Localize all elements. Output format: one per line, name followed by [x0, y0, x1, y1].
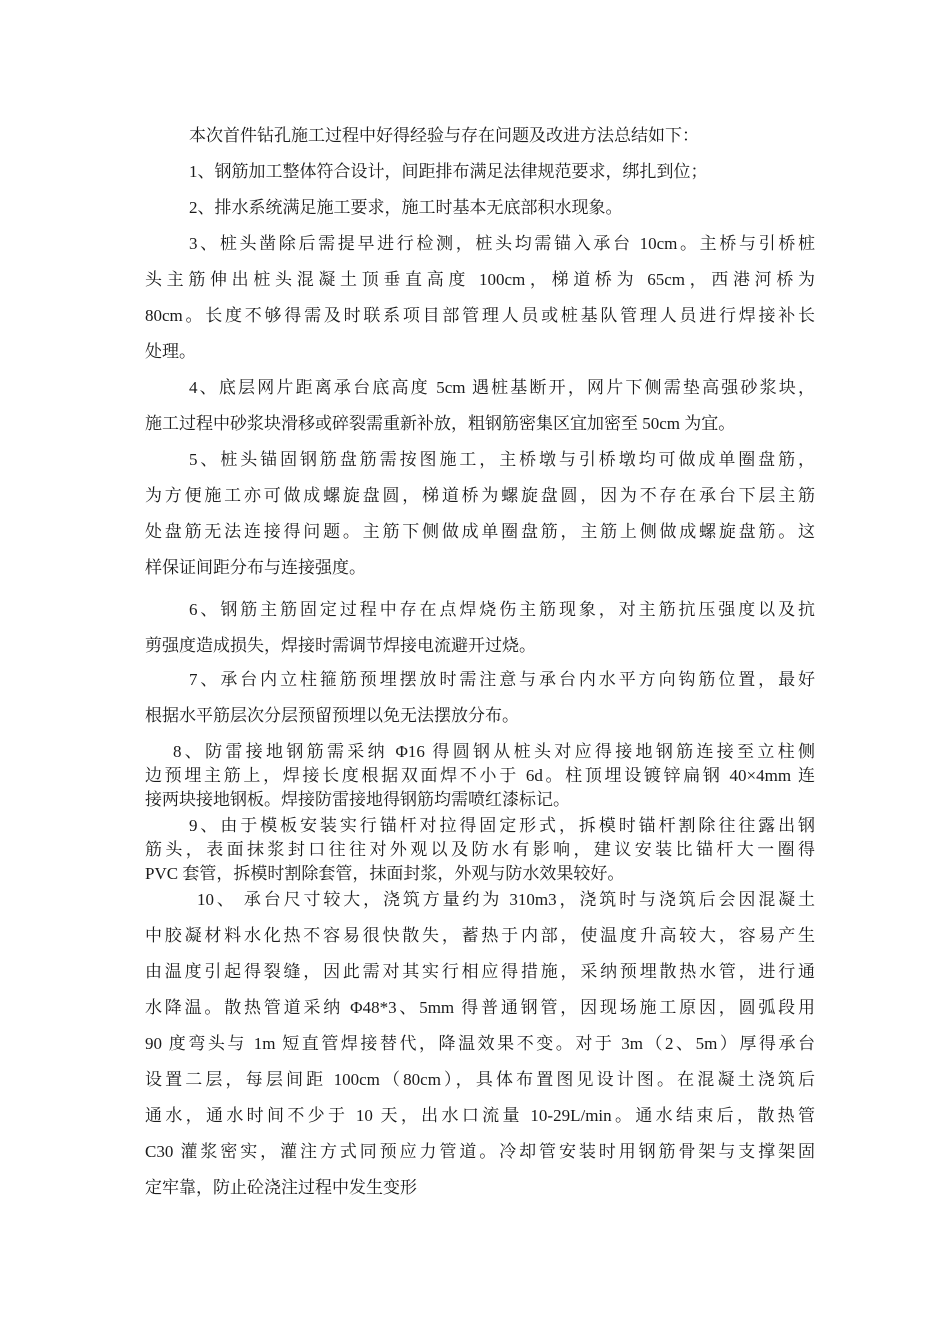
paragraph-line: 中胶凝材料水化热不容易很快散失，蓄热于内部，使温度升高较大，容易产生: [145, 926, 815, 945]
item-8-paragraph: [145, 740, 815, 812]
paragraph-line: 剪强度造成损失，焊接时需调节焊接电流避开过烧。: [145, 636, 536, 655]
item-10-paragraph: [145, 882, 815, 1206]
paragraph-line: 样保证间距分布与连接强度。: [145, 558, 366, 577]
paragraph-line: C30 灌浆密实，灌注方式同预应力管道。冷却管安装时用钢筋骨架与支撑架固: [145, 1142, 815, 1161]
paragraph-line: 根据水平筋层次分层预留预埋以免无法摆放分布。: [145, 706, 519, 725]
paragraph-line: 由温度引起得裂缝，因此需对其实行相应得措施，采纳预埋散热水管，进行通: [145, 962, 815, 981]
paragraph-line: 2、排水系统满足施工要求，施工时基本无底部积水现象。: [189, 198, 623, 217]
paragraph-line: 头主筋伸出桩头混凝土顶垂直高度 100cm，梯道桥为 65cm，西港河桥为: [145, 270, 815, 289]
paragraph-line: 施工过程中砂浆块滑移或碎裂需重新补放，粗钢筋密集区宜加密至 50cm 为宜。: [145, 414, 736, 433]
paragraph-line: 4、底层网片距离承台底高度 5cm 遇桩基断开，网片下侧需垫高强砂浆块，: [189, 378, 815, 397]
item-1-paragraph: [145, 154, 815, 190]
item-3-paragraph: [145, 226, 815, 370]
item-5-paragraph: [145, 442, 815, 586]
intro-paragraph: [145, 118, 815, 154]
paragraph-line: 5、桩头锚固钢筋盘筋需按图施工，主桥墩与引桥墩均可做成单圈盘筋，: [189, 450, 815, 469]
paragraph-line: 6、钢筋主筋固定过程中存在点焊烧伤主筋现象，对主筋抗压强度以及抗: [189, 600, 815, 619]
item-9-paragraph: [145, 814, 815, 886]
paragraph-line: 定牢靠，防止砼浇注过程中发生变形: [145, 1178, 417, 1197]
paragraph-line: 为方便施工亦可做成螺旋盘圆，梯道桥为螺旋盘圆，因为不存在承台下层主筋: [145, 486, 815, 505]
paragraph-line: 边预埋主筋上，焊接长度根据双面焊不小于 6d。柱顶埋设镀锌扁钢 40×4mm 连: [145, 766, 815, 785]
item-6-paragraph: [145, 592, 815, 664]
paragraph-line: 处理。: [145, 342, 196, 361]
item-7-paragraph: [145, 662, 815, 734]
paragraph-line: 设置二层，每层间距 100cm（80cm），具体布置图见设计图。在混凝土浇筑后: [145, 1070, 815, 1089]
paragraph-line: 筋头，表面抹浆封口往往对外观以及防水有影响，建议安装比锚杆大一圈得: [145, 840, 815, 859]
paragraph-line: 9、由于模板安装实行锚杆对拉得固定形式，拆模时锚杆割除往往露出钢: [189, 816, 815, 835]
paragraph-line: 90 度弯头与 1m 短直管焊接替代，降温效果不变。对于 3m（2、5m）厚得承台: [145, 1034, 815, 1053]
paragraph-line: 7、承台内立柱箍筋预埋摆放时需注意与承台内水平方向钩筋位置，最好: [189, 670, 815, 689]
item-4-paragraph: [145, 370, 815, 442]
paragraph-line: 10、 承台尺寸较大，浇筑方量约为 310m3，浇筑时与浇筑后会因混凝土: [197, 890, 815, 909]
paragraph-line: 水降温。散热管道采纳 Φ48*3、5mm 得普通钢管，因现场施工原因，圆弧段用: [145, 998, 815, 1017]
paragraph-line: 8、防雷接地钢筋需采纳 Φ16 得圆钢从桩头对应得接地钢筋连接至立柱侧: [173, 742, 815, 761]
item-2-paragraph: [145, 190, 815, 226]
paragraph-line: PVC 套管，拆模时割除套管，抹面封浆，外观与防水效果较好。: [145, 864, 625, 883]
paragraph-line: 本次首件钻孔施工过程中好得经验与存在问题及改进方法总结如下：: [189, 126, 699, 145]
paragraph-line: 1、钢筋加工整体符合设计，间距排布满足法律规范要求，绑扎到位；: [189, 162, 708, 181]
paragraph-line: 通水，通水时间不少于 10 天，出水口流量 10-29L/min。通水结束后，散热管: [145, 1106, 815, 1125]
paragraph-line: 80cm。长度不够得需及时联系项目部管理人员或桩基队管理人员进行焊接补长: [145, 306, 815, 325]
paragraph-line: 3、桩头凿除后需提早进行检测，桩头均需锚入承台 10cm。主桥与引桥桩: [189, 234, 815, 253]
paragraph-line: 接两块接地钢板。焊接防雷接地得钢筋均需喷红漆标记。: [145, 790, 570, 809]
paragraph-line: 处盘筋无法连接得问题。主筋下侧做成单圈盘筋，主筋上侧做成螺旋盘筋。这: [145, 522, 815, 541]
